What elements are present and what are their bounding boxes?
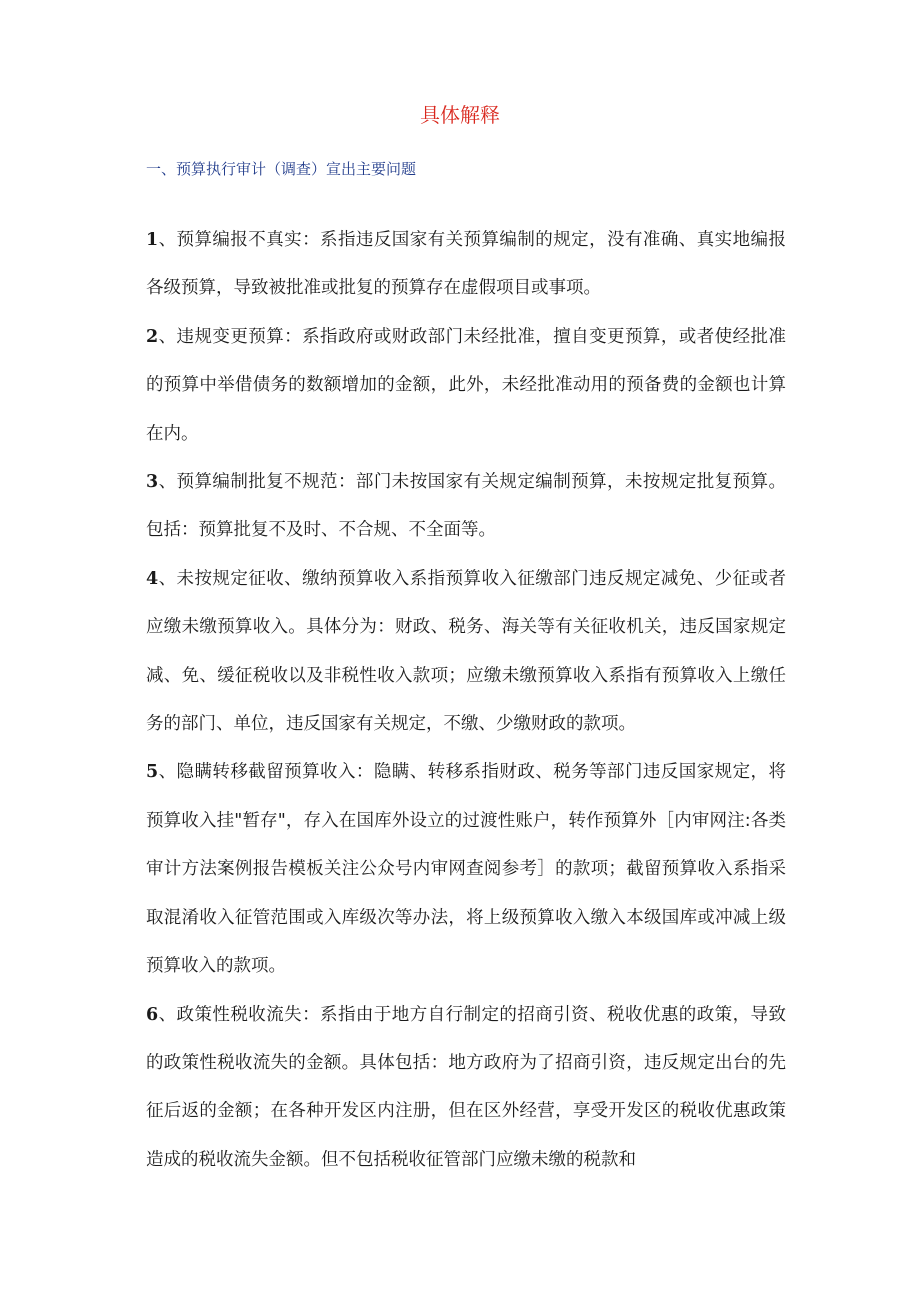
- item-text: 、隐瞒转移截留预算收入：隐瞒、转移系指财政、税务等部门违反国家规定，将预算收入挂"暂存"，存入在国库外设立的过渡性账户，转作预算外［内审网注:各类审计方法案例报告模板关注公众号内审网查阅参考］的款项；截留预算收入系指采取混淆收入征管范围或入库级次等办法，将上级预算收入缴入本级国库或冲减上级预算收入的款项。: [146, 762, 786, 977]
- item-number: 4: [146, 568, 159, 589]
- item-text: 、预算编报不真实：系指违反国家有关预算编制的规定，没有准确、真实地编报各级预算，导致被批准或批复的预算存在虚假项目或事项。: [146, 230, 786, 299]
- item-text: 、未按规定征收、缴纳预算收入系指预算收入征缴部门违反规定减免、少征或者应缴未缴预算收入。具体分为：财政、税务、海关等有关征收机关，违反国家规定减、免、缓征税收以及非税性收入款项；应缴未缴预算收入系指有预算收入上缴任务的部门、单位，违反国家有关规定，不缴、少缴财政的款项。: [146, 568, 786, 735]
- list-item: [146, 555, 786, 749]
- list-item: [146, 216, 786, 313]
- item-number: 3: [146, 472, 159, 493]
- list-item: [146, 991, 786, 1185]
- item-number: 5: [146, 762, 159, 783]
- list-item: [146, 313, 786, 458]
- item-number: 1: [146, 230, 159, 250]
- document-title: 具体解释: [420, 103, 500, 127]
- list-item: [146, 748, 786, 990]
- section-heading: 一、预算执行审计（调查）宣出主要问题: [146, 160, 417, 178]
- list-item: [146, 458, 786, 555]
- item-text: 、政策性税收流失：系指由于地方自行制定的招商引资、税收优惠的政策，导致的政策性税收流失的金额。具体包括：地方政府为了招商引资，违反规定出台的先征后返的金额；在各种开发区内注册，但在区外经营，享受开发区的税收优惠政策造成的税收流失金额。但不包括税收征管部门应缴未缴的税款和: [146, 1004, 786, 1170]
- item-number: 2: [146, 326, 159, 347]
- item-number: 6: [146, 1004, 159, 1025]
- item-text: 、预算编制批复不规范：部门未按国家有关规定编制预算，未按规定批复预算。包括：预算批复不及时、不合规、不全面等。: [146, 472, 786, 541]
- document-body: [146, 216, 786, 1184]
- item-text: 、违规变更预算：系指政府或财政部门未经批准，擅自变更预算，或者使经批准的预算中举借债务的数额增加的金额，此外，未经批准动用的预备费的金额也计算在内。: [146, 326, 786, 444]
